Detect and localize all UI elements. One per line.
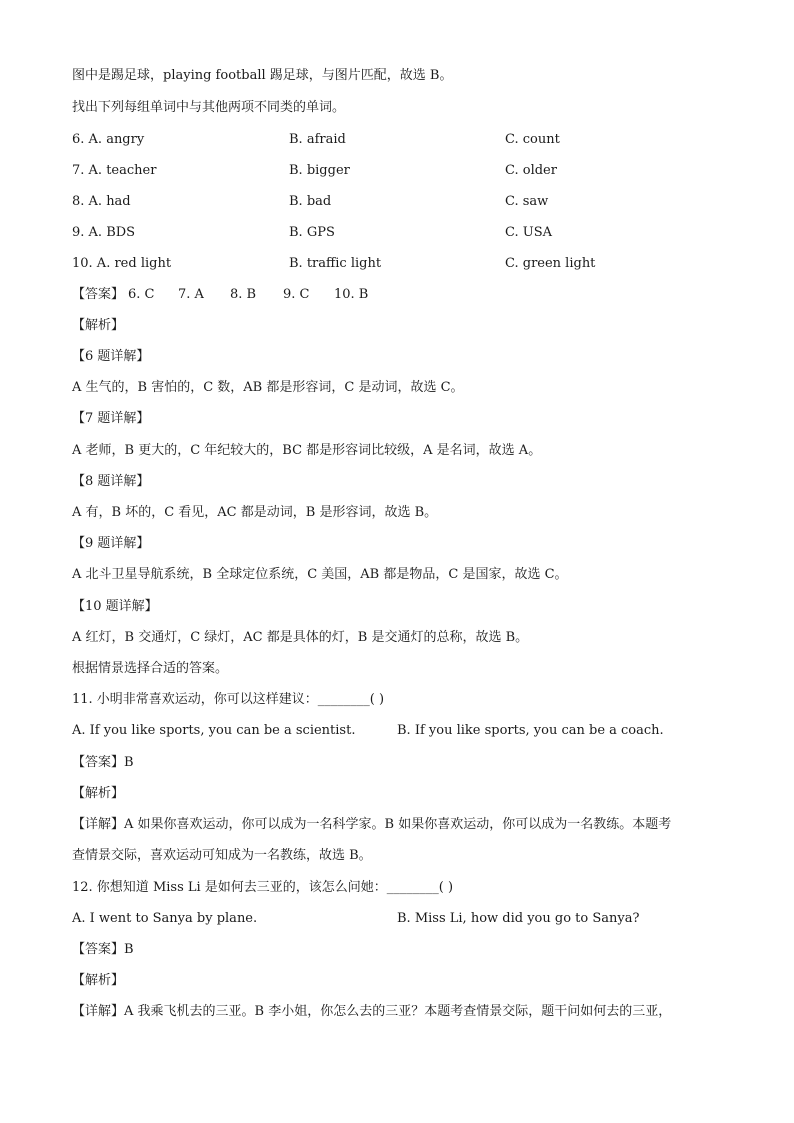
answer-item: 6. C: [128, 287, 155, 302]
q11-answer: 【答案】B: [72, 755, 134, 770]
answer-item: 9. C: [283, 287, 310, 302]
option-c: C. count: [505, 132, 560, 147]
option-a: 7. A. teacher: [72, 163, 157, 178]
answer-item: 7. A: [178, 287, 204, 302]
q12-detail-line: 【详解】A 我乘飞机去的三亚。B 李小姐，你怎么去的三亚？本题考查情景交际，题干问如何去的三亚，: [72, 1004, 672, 1019]
q12-analysis: 【解析】: [72, 973, 125, 988]
detail-text: A 有，B 坏的，C 看见，AC 都是动词，B 是形容词，故选 B。: [72, 505, 438, 520]
q11-stem: 11. 小明非常喜欢运动，你可以这样建议：________( ): [72, 692, 385, 707]
analysis-tag: 【解析】: [72, 318, 125, 333]
detail-text: A 生气的，B 害怕的，C 数，AB 都是形容词，C 是动词，故选 C。: [72, 380, 464, 395]
q12-option-a: A. I went to Sanya by plane.: [72, 911, 258, 926]
option-c: C. older: [505, 163, 557, 178]
answer-item: 8. B: [230, 287, 257, 302]
q12-stem: 12. 你想知道 Miss Li 是如何去三亚的，该怎么问她：________( ): [72, 880, 454, 895]
q12-option-b: B. Miss Li, how did you go to Sanya?: [397, 911, 640, 926]
option-b: B. traffic light: [289, 256, 382, 271]
section1-instruction: 找出下列每组单词中与其他两项不同类的单词。: [72, 100, 346, 115]
intro-line: 图中是踢足球，playing football 踢足球，与图片匹配，故选 B。: [72, 68, 453, 83]
detail-text: A 红灯，B 交通灯，C 绿灯，AC 都是具体的灯，B 是交通灯的总称，故选 B。: [72, 630, 529, 645]
option-a: 8. A. had: [72, 194, 131, 209]
detail-title: 【7 题详解】: [72, 411, 150, 426]
answer-tag: 【答案】: [72, 287, 125, 302]
detail-title: 【8 题详解】: [72, 474, 150, 489]
detail-text: A 北斗卫星导航系统，B 全球定位系统，C 美国，AB 都是物品，C 是国家，故选 C。: [72, 567, 568, 582]
q11-detail-line: 查情景交际，喜欢运动可知成为一名教练，故选 B。: [72, 848, 372, 863]
q11-detail-line: 【详解】A 如果你喜欢运动，你可以成为一名科学家。B 如果你喜欢运动，你可以成为一名教练。本题考: [72, 817, 672, 832]
detail-text: A 老师，B 更大的，C 年纪较大的，BC 都是形容词比较级，A 是名词，故选 A。: [72, 443, 542, 458]
option-c: C. saw: [505, 194, 549, 209]
answer-item: 10. B: [334, 287, 369, 302]
q11-option-a: A. If you like sports, you can be a scientist.: [72, 723, 356, 738]
q11-analysis: 【解析】: [72, 786, 125, 801]
option-c: C. green light: [505, 256, 596, 271]
option-a: 10. A. red light: [72, 256, 172, 271]
detail-title: 【9 题详解】: [72, 536, 150, 551]
option-b: B. afraid: [289, 132, 346, 147]
detail-title: 【6 题详解】: [72, 349, 150, 364]
option-b: B. bigger: [289, 163, 350, 178]
q11-option-b: B. If you like sports, you can be a coach.: [397, 723, 664, 738]
option-a: 9. A. BDS: [72, 225, 136, 240]
option-c: C. USA: [505, 225, 552, 240]
q12-answer: 【答案】B: [72, 942, 134, 957]
detail-title: 【10 题详解】: [72, 599, 158, 614]
section2-instruction: 根据情景选择合适的答案。: [72, 661, 229, 676]
option-a: 6. A. angry: [72, 132, 145, 147]
option-b: B. GPS: [289, 225, 335, 240]
option-b: B. bad: [289, 194, 332, 209]
